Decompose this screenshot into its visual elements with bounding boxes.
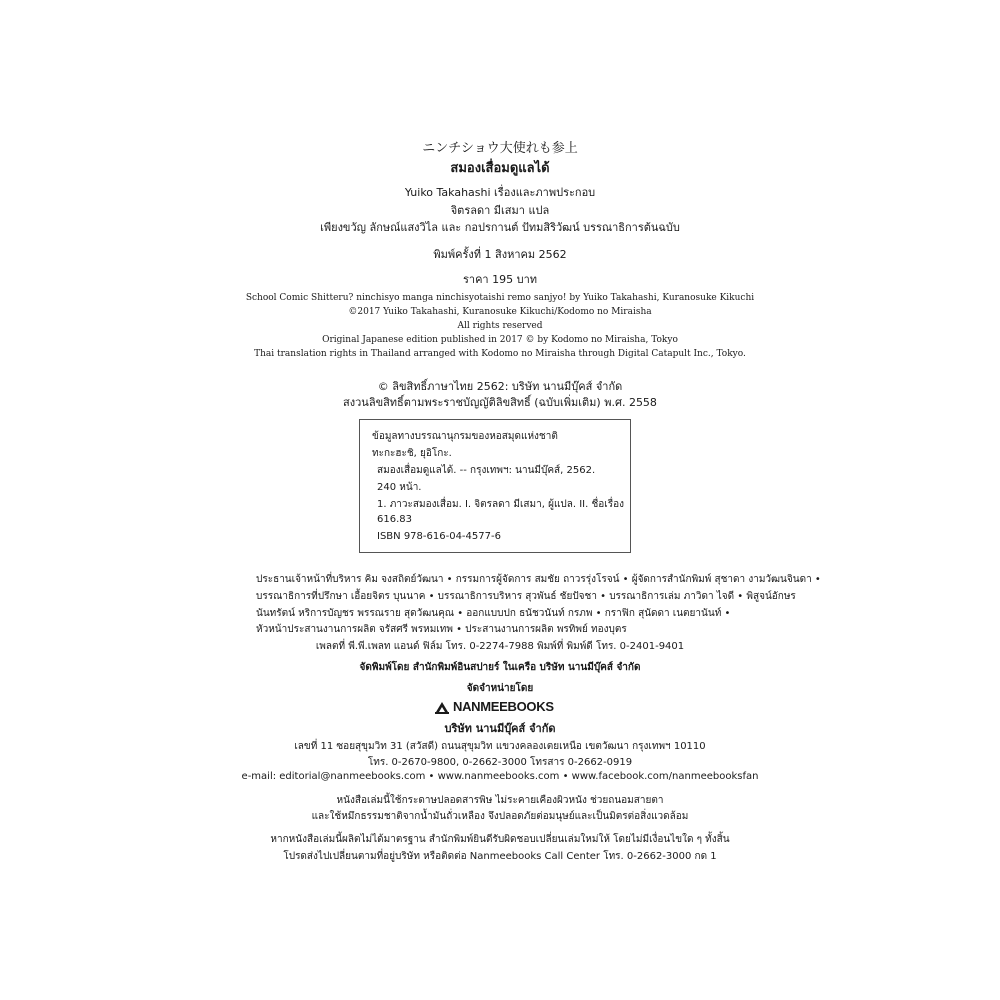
company-phones: โทร. 0-2670-9800, 0-2662-3000 โทรสาร 0-2662-0919 — [367, 757, 633, 768]
cip-pages: 240 หน้า. — [377, 482, 422, 493]
original-title-line: School Comic Shitteru? ninchisyo manga ninchisyotaishi remo sanjyo! by Yuiko Takahashi, Kuranosuke Kikuchi — [245, 293, 755, 303]
staff-line: ประธานเจ้าหน้าที่บริหาร คิม จงสถิตย์วัฒนา • กรรมการผู้จัดการ สมชัย ถาวรรุ่งโรจน์ • ผู้จัดการสำนักพิมพ์ สุชาดา งามวัฒนจินดา • — [256, 574, 821, 585]
company-contacts: e-mail: editorial@nanmeebooks.com • www.nanmeebooks.com • www.facebook.com/nanmeebooksfan — [241, 771, 759, 782]
defect-note: โปรดส่งไปเปลี่ยนตามที่อยู่บริษัท หรือติดต่อ Nanmeebooks Call Center โทร. 0-2662-3000 กด 1 — [283, 851, 717, 862]
copyright-law-line: สงวนลิขสิทธิ์ตามพระราชบัญญัติลิขสิทธิ์ (ฉบับเพิ่มเติม) พ.ศ. 2558 — [343, 396, 657, 409]
logo-text: NANMEEBOOKS — [453, 699, 554, 714]
cip-heading: ข้อมูลทางบรรณานุกรมของหอสมุดแห่งชาติ — [372, 431, 558, 442]
company-name: บริษัท นานมีบุ๊คส์ จำกัด — [444, 722, 556, 735]
translation-rights-line: Thai translation rights in Thailand arranged with Kodomo no Miraisha through Digital Catapult Inc., Tokyo. — [254, 349, 746, 359]
thai-copyright-line: © ลิขสิทธิ์ภาษาไทย 2562: บริษัท นานมีบุ๊คส์ จำกัด — [377, 380, 623, 393]
japanese-title: ニンチショウ大使れも参上 — [422, 141, 578, 156]
cip-author: ทะกะฮะชิ, ยุอิโกะ. — [372, 448, 452, 459]
original-copyright-line: ©2017 Yuiko Takahashi, Kuranosuke Kikuchi/Kodomo no Miraisha — [348, 307, 652, 317]
rights-reserved-line: All rights reserved — [457, 321, 543, 331]
original-publication-line: Original Japanese edition published in 2017 © by Kodomo no Miraisha, Tokyo — [322, 335, 678, 345]
nanmeebooks-logo — [434, 699, 564, 715]
eco-note: และใช้หมึกธรรมชาติจากน้ำมันถั่วเหลือง จึงปลอดภัยต่อมนุษย์และเป็นมิตรต่อสิ่งแวดล้อม — [311, 811, 689, 822]
translator-credit: จิตรลดา มีเสมา แปล — [450, 204, 550, 217]
staff-line: หัวหน้าประสานงานการผลิต จรัสศรี พรหมเทพ • ประสานงานการผลิต พรทิพย์ ทองบุตร — [256, 624, 627, 635]
nanmee-books-logo-icon — [434, 699, 450, 715]
distributor-label: จัดจำหน่ายโดย — [466, 683, 534, 694]
company-address: เลขที่ 11 ซอยสุขุมวิท 31 (สวัสดี) ถนนสุขุมวิท แขวงคลองเตยเหนือ เขตวัฒนา กรุงเทพฯ 10110 — [294, 741, 706, 752]
staff-line: นันทรัตน์ หริการบัญชร พรรณราย สุดวัฒนคุณ • ออกแบบปก ธนัชวนันท์ กรภพ • กราฟิก สุนัดดา เนตยานันท์ • — [256, 608, 731, 619]
cip-title: สมองเสื่อมดูแลได้. -- กรุงเทพฯ: นานมีบุ๊คส์, 2562. — [377, 465, 596, 476]
thai-title: สมองเสื่อมดูแลได้ — [450, 161, 550, 176]
staff-line: บรรณาธิการที่ปรึกษา เอื้อยจิตร บุนนาค • บรรณาธิการบริหาร สุวพันธ์ ชัยปัจชา • บรรณาธิการเล่ม ภาวิดา ไจดี • พิสูจน์อักษร — [256, 591, 796, 602]
cip-classification: 616.83 — [377, 514, 412, 525]
author-credit: Yuiko Takahashi เรื่องและภาพประกอบ — [404, 186, 596, 199]
price: ราคา 195 บาท — [462, 273, 538, 286]
edition-info: พิมพ์ครั้งที่ 1 สิงหาคม 2562 — [433, 248, 567, 261]
printing-info: เพลตที่ พี.พี.เพลท แอนด์ ฟิล์ม โทร. 0-2274-7988 พิมพ์ที่ พิมพ์ดี โทร. 0-2401-9401 — [315, 641, 685, 652]
cip-subjects: 1. ภาวะสมองเสื่อม. I. จิตรลดา มีเสมา, ผู้แปล. II. ชื่อเรื่อง — [377, 499, 624, 510]
cip-data-box — [359, 419, 631, 553]
defect-note: หากหนังสือเล่มนี้ผลิตไม่ได้มาตรฐาน สำนักพิมพ์ยินดีรับผิดชอบเปลี่ยนเล่มใหม่ให้ โดยไม่มีเงื่อนไขใด ๆ ทั้งสิ้น — [270, 834, 730, 845]
publisher-line: จัดพิมพ์โดย สำนักพิมพ์อินสปายร์ ในเครือ บริษัท นานมีบุ๊คส์ จำกัด — [359, 662, 641, 673]
editor-credit: เพียงขวัญ ลักษณ์แสงวิไล และ กอปรกานต์ ปัทมสิริวัฒน์ บรรณาธิการต้นฉบับ — [320, 221, 680, 234]
cip-isbn: ISBN 978-616-04-4577-6 — [377, 531, 501, 542]
eco-note: หนังสือเล่มนี้ใช้กระดาษปลอดสารพิษ ไม่ระคายเคืองผิวหนัง ช่วยถนอมสายตา — [336, 795, 664, 806]
